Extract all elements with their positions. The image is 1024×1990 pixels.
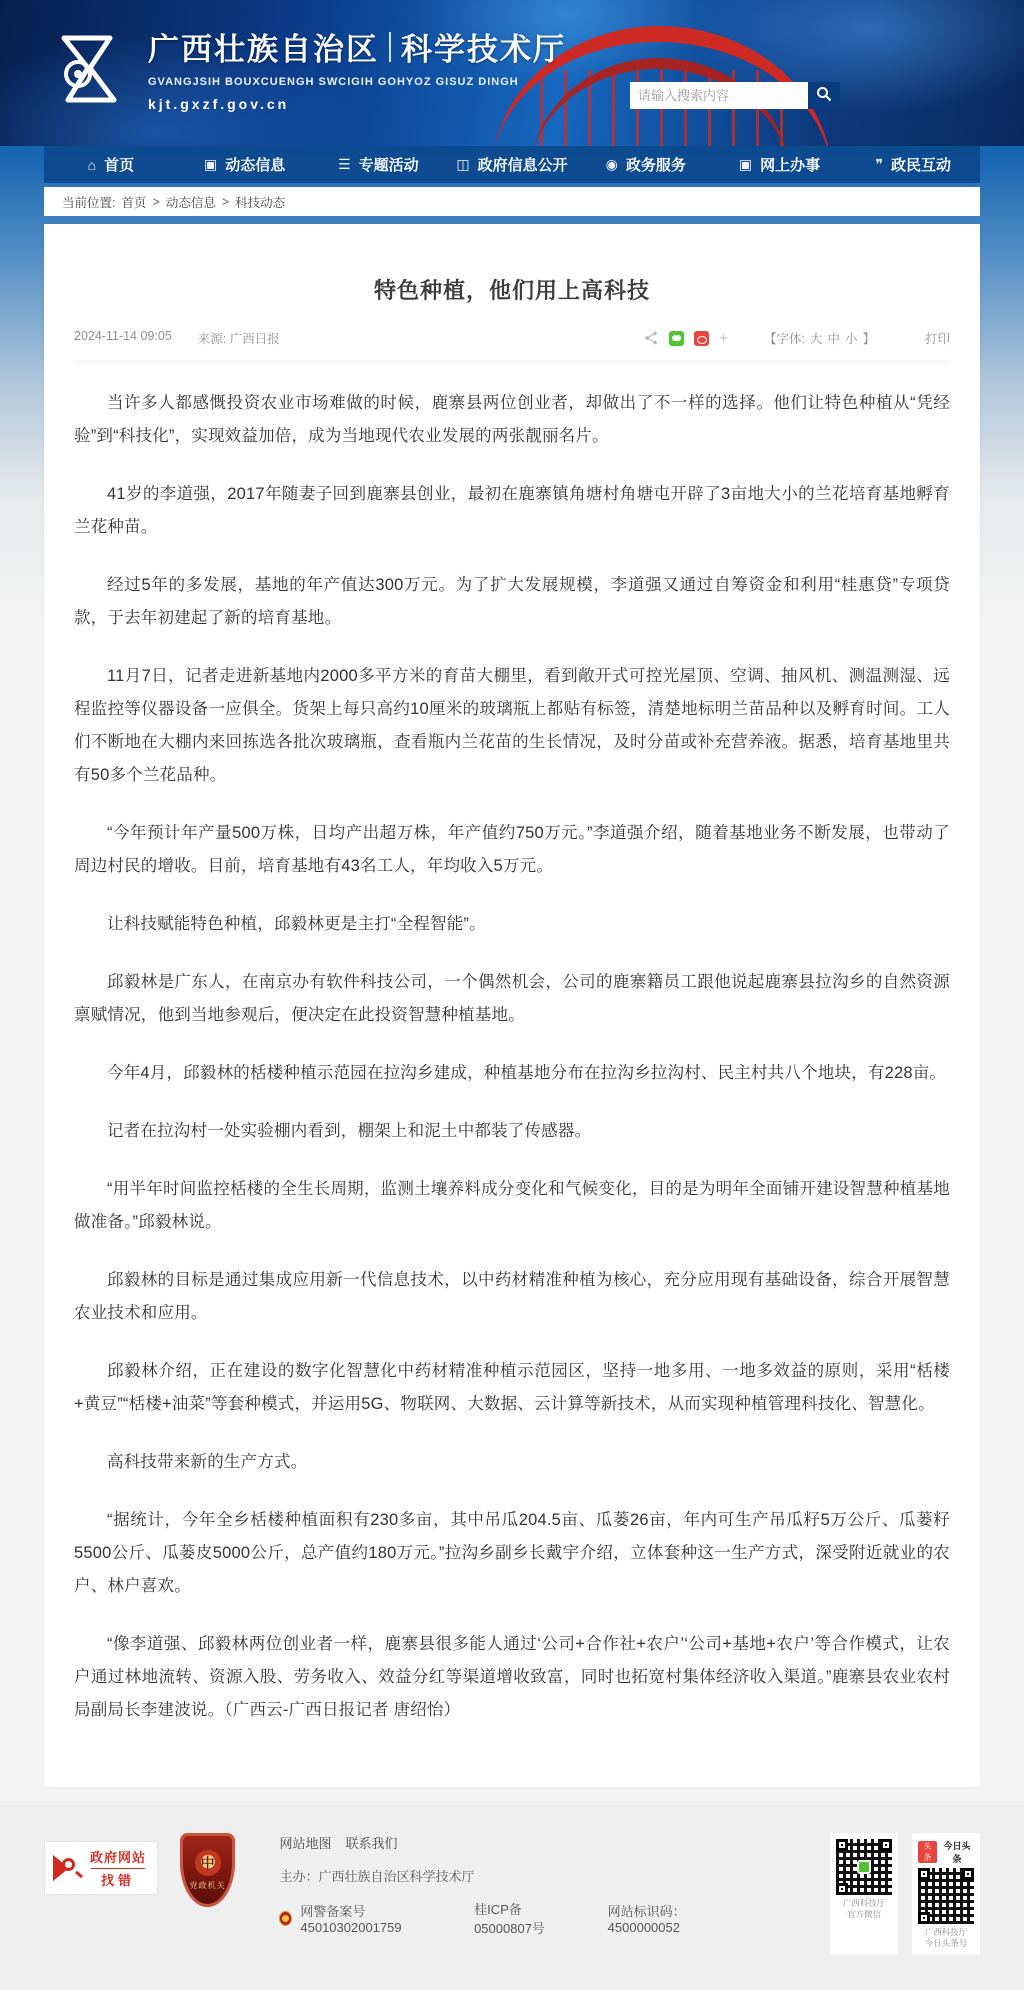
- speech-bubble-icon: ❞: [875, 156, 883, 172]
- find-error-magnifier-icon: [53, 1853, 83, 1883]
- paragraph: 经过5年的多发展，基地的年产值达300万元。为了扩大发展规模，李道强又通过自筹资金和利用“桂惠贷”专项贷款，于去年初建起了新的培育基地。: [74, 576, 950, 627]
- paragraph: 11月7日，记者走进新基地内2000多平方米的育苗大棚里，看到敞开式可控光屋顶、空调、抽风机、测温测湿、远程监控等仪器设备一应俱全。货架上每只高约10厘米的玻璃瓶上都贴有标签，清楚地标明兰苗品种以及孵育时间。工人们不断地在大棚内来回拣选各批次玻璃瓶，查看瓶内兰花苗的生长情况，及时分苗或补充营养液。据悉，培育基地里共有50多个兰花品种。: [74, 667, 950, 784]
- footer-link-sitemap[interactable]: 网站地图: [279, 1836, 332, 1851]
- nav-item-online-affairs[interactable]: ▣ 网上办事: [738, 156, 821, 174]
- main-nav: [0, 146, 1024, 183]
- paragraph: 邱毅林是广东人，在南京办有软件科技公司，一个偶然机会，公司的鹿寨籍员工跟他说起鹿寨县拉沟乡的自然资源禀赋情况，他到当地参观后，便决定在此投资智慧种植基地。: [74, 973, 950, 1024]
- picture-icon: ▣: [738, 156, 753, 172]
- more-share-icon[interactable]: +: [719, 329, 728, 347]
- share-icon[interactable]: [643, 330, 659, 346]
- breadcrumb-label: 当前位置:: [62, 195, 116, 210]
- search-input[interactable]: [630, 82, 808, 109]
- nav-item-special-topics[interactable]: ☰ 专题活动: [338, 156, 419, 174]
- gov-site-find-error-badge[interactable]: 政府网站 找错: [44, 1841, 158, 1895]
- title-divider: [389, 32, 391, 62]
- toutiao-tag-icon: 头条: [918, 1841, 937, 1863]
- police-badge-icon: [279, 1911, 292, 1926]
- article-date: 2024-11-14 09:05: [74, 329, 172, 343]
- wechat-share-icon[interactable]: [669, 331, 684, 346]
- paragraph: 当许多人都感慨投资农业市场难做的时候，鹿寨县两位创业者，却做出了不一样的选择。他们让特色种植从“凭经验”到“科技化”，实现效益加倍，成为当地现代农业发展的两张靓丽名片。: [74, 394, 950, 445]
- party-gov-shield-badge[interactable]: 中 党政机关: [180, 1833, 236, 1907]
- nav-item-gov-services[interactable]: ◉ 政务服务: [605, 156, 686, 174]
- paragraph: “据统计，今年全乡栝楼种植面积有230多亩，其中吊瓜204.5亩、瓜蒌26亩，年内可生产吊瓜籽5万公斤、瓜蒌籽5500公斤、瓜蒌皮5000公斤，总产值约180万元。”拉沟乡副乡长戴宇介绍，立体套种这一生产方式，深受附近就业的农户、林户喜欢。: [74, 1511, 950, 1595]
- police-record-number: 网警备案号45010302001759: [300, 1904, 402, 1935]
- font-size-small[interactable]: 小: [844, 332, 858, 346]
- print-button[interactable]: 打印: [924, 332, 950, 346]
- paragraph: 高科技带来新的生产方式。: [107, 1453, 308, 1471]
- search-button[interactable]: [808, 82, 840, 109]
- breadcrumb-home[interactable]: 首页: [121, 195, 147, 210]
- article-meta: [74, 329, 950, 362]
- site-header: [0, 0, 1024, 146]
- paragraph: 让科技赋能特色种植，邱毅林更是主打“全程智能”。: [107, 915, 486, 933]
- font-size-medium[interactable]: 中: [827, 332, 840, 346]
- toutiao-qr-code: [918, 1868, 974, 1924]
- footer-info-block: [279, 1833, 760, 1937]
- laptop-icon: ◫: [456, 156, 470, 172]
- article-card: [44, 224, 980, 1787]
- wechat-qr-tile: 广西科技厅 官方微信: [830, 1833, 898, 1954]
- font-size-control: [764, 329, 875, 347]
- font-size-label-close: 】: [862, 332, 875, 346]
- footer-organizer: 主办：广西壮族自治区科学技术厅: [279, 1869, 475, 1884]
- home-icon: ⌂: [87, 156, 97, 173]
- wechat-qr-code: [836, 1839, 892, 1895]
- nav-item-public-interaction[interactable]: ❞ 政民互动: [875, 156, 951, 174]
- paragraph: 邱毅林的目标是通过集成应用新一代信息技术，以中药材精准种植为核心，充分应用现有基础设备，综合开展智慧农业技术和应用。: [74, 1271, 950, 1322]
- site-name-zhuang: GVANGJSIH BOUXCUENGH SWCIGIH GOHYOZ GISUZ DINGH: [148, 76, 519, 88]
- nav-item-home[interactable]: ⌂ 首页: [87, 156, 135, 174]
- toutiao-qr-tile: 头条 今日头条 广西科技厅 今日头条号: [912, 1833, 980, 1954]
- breadcrumb-separator: >: [221, 194, 230, 209]
- paragraph: “用半年时间监控栝楼的全生长周期，监测土壤养料成分变化和气候变化，目的是为明年全面铺开建设智慧种植基地做准备。”邱毅林说。: [74, 1180, 950, 1231]
- breadcrumb-separator: >: [152, 194, 160, 209]
- search-bar: [630, 82, 840, 109]
- picture-icon: ▣: [203, 156, 218, 172]
- nav-item-gov-info-disclosure[interactable]: ◫ 政府信息公开: [456, 156, 568, 174]
- article-title: 特色种植，他们用上高科技: [373, 278, 650, 303]
- site-url: kjt.gxzf.gov.cn: [148, 96, 290, 112]
- article-source: 来源: 广西日报: [197, 332, 280, 346]
- site-identifier-code: 网站标识码：4500000052: [607, 1904, 686, 1935]
- footer-link-contact[interactable]: 联系我们: [345, 1836, 398, 1851]
- breadcrumb-bar: [44, 187, 980, 216]
- paragraph: 邱毅林介绍，正在建设的数字化智慧化中药材精准种植示范园区，坚持一地多用、一地多效益的原则，采用“栝楼+黄豆”“栝楼+油菜”等套种模式，并运用5G、物联网、大数据、云计算等新技术，从而实现种植管理科技化、智慧化。: [74, 1362, 950, 1413]
- breadcrumb-dynamic-info[interactable]: 动态信息: [165, 195, 216, 210]
- shield-emblem-icon: 中: [195, 1850, 221, 1876]
- nav-item-dynamic-info[interactable]: ▣ 动态信息: [203, 156, 286, 174]
- paragraph: “今年预计年产量500万株，日均产出超万株，年产值约750万元。”李道强介绍，随着基地业务不断发展，也带动了周边村民的增收。目前，培育基地有43名工人，年均收入5万元。: [74, 824, 950, 875]
- location-pin-icon: ◉: [605, 156, 618, 172]
- weibo-share-icon[interactable]: [694, 331, 709, 346]
- paragraph: 41岁的李道强，2017年随妻子回到鹿寨县创业，最初在鹿寨镇角塘村角塘屯开辟了3亩地大小的兰花培育基地孵育兰花种苗。: [74, 485, 950, 536]
- site-footer: [0, 1801, 1024, 1990]
- stack-icon: ☰: [338, 156, 351, 172]
- paragraph: 今年4月，邱毅林的栝楼种植示范园在拉沟乡建成，种植基地分布在拉沟乡拉沟村、民主村共八个地块，有228亩。: [107, 1064, 947, 1082]
- paragraph: “像李道强、邱毅林两位创业者一样，鹿寨县很多能人通过‘公司+合作社+农户’‘公司+基地+农户’等合作模式，让农户通过林地流转、资源入股、劳务收入、效益分红等渠道增收致富，同时也拓宽村集体经济收入渠道。”鹿寨县农业农村局副局长李建波说。（广西云-广西日报记者 唐绍怡）: [74, 1635, 950, 1719]
- breadcrumb-tech-news[interactable]: 科技动态: [235, 195, 286, 210]
- site-name-dept: 科学技术厅: [401, 32, 566, 67]
- font-size-label: 【字体:: [763, 332, 805, 346]
- site-logo[interactable]: [44, 22, 136, 114]
- icp-number: 桂ICP备05000807号: [474, 1902, 545, 1936]
- site-title-block: [148, 24, 566, 112]
- breadcrumb: [62, 193, 285, 211]
- wechat-logo-icon: [857, 1860, 871, 1874]
- site-name-region: 广西壮族自治区: [148, 32, 379, 67]
- font-size-large[interactable]: 大: [809, 332, 823, 346]
- paragraph: 记者在拉沟村一处实验棚内看到，棚架上和泥土中都装了传感器。: [107, 1122, 592, 1140]
- article-body: [74, 387, 950, 1727]
- search-icon: [816, 86, 832, 105]
- footer-qr-codes: [830, 1833, 980, 1954]
